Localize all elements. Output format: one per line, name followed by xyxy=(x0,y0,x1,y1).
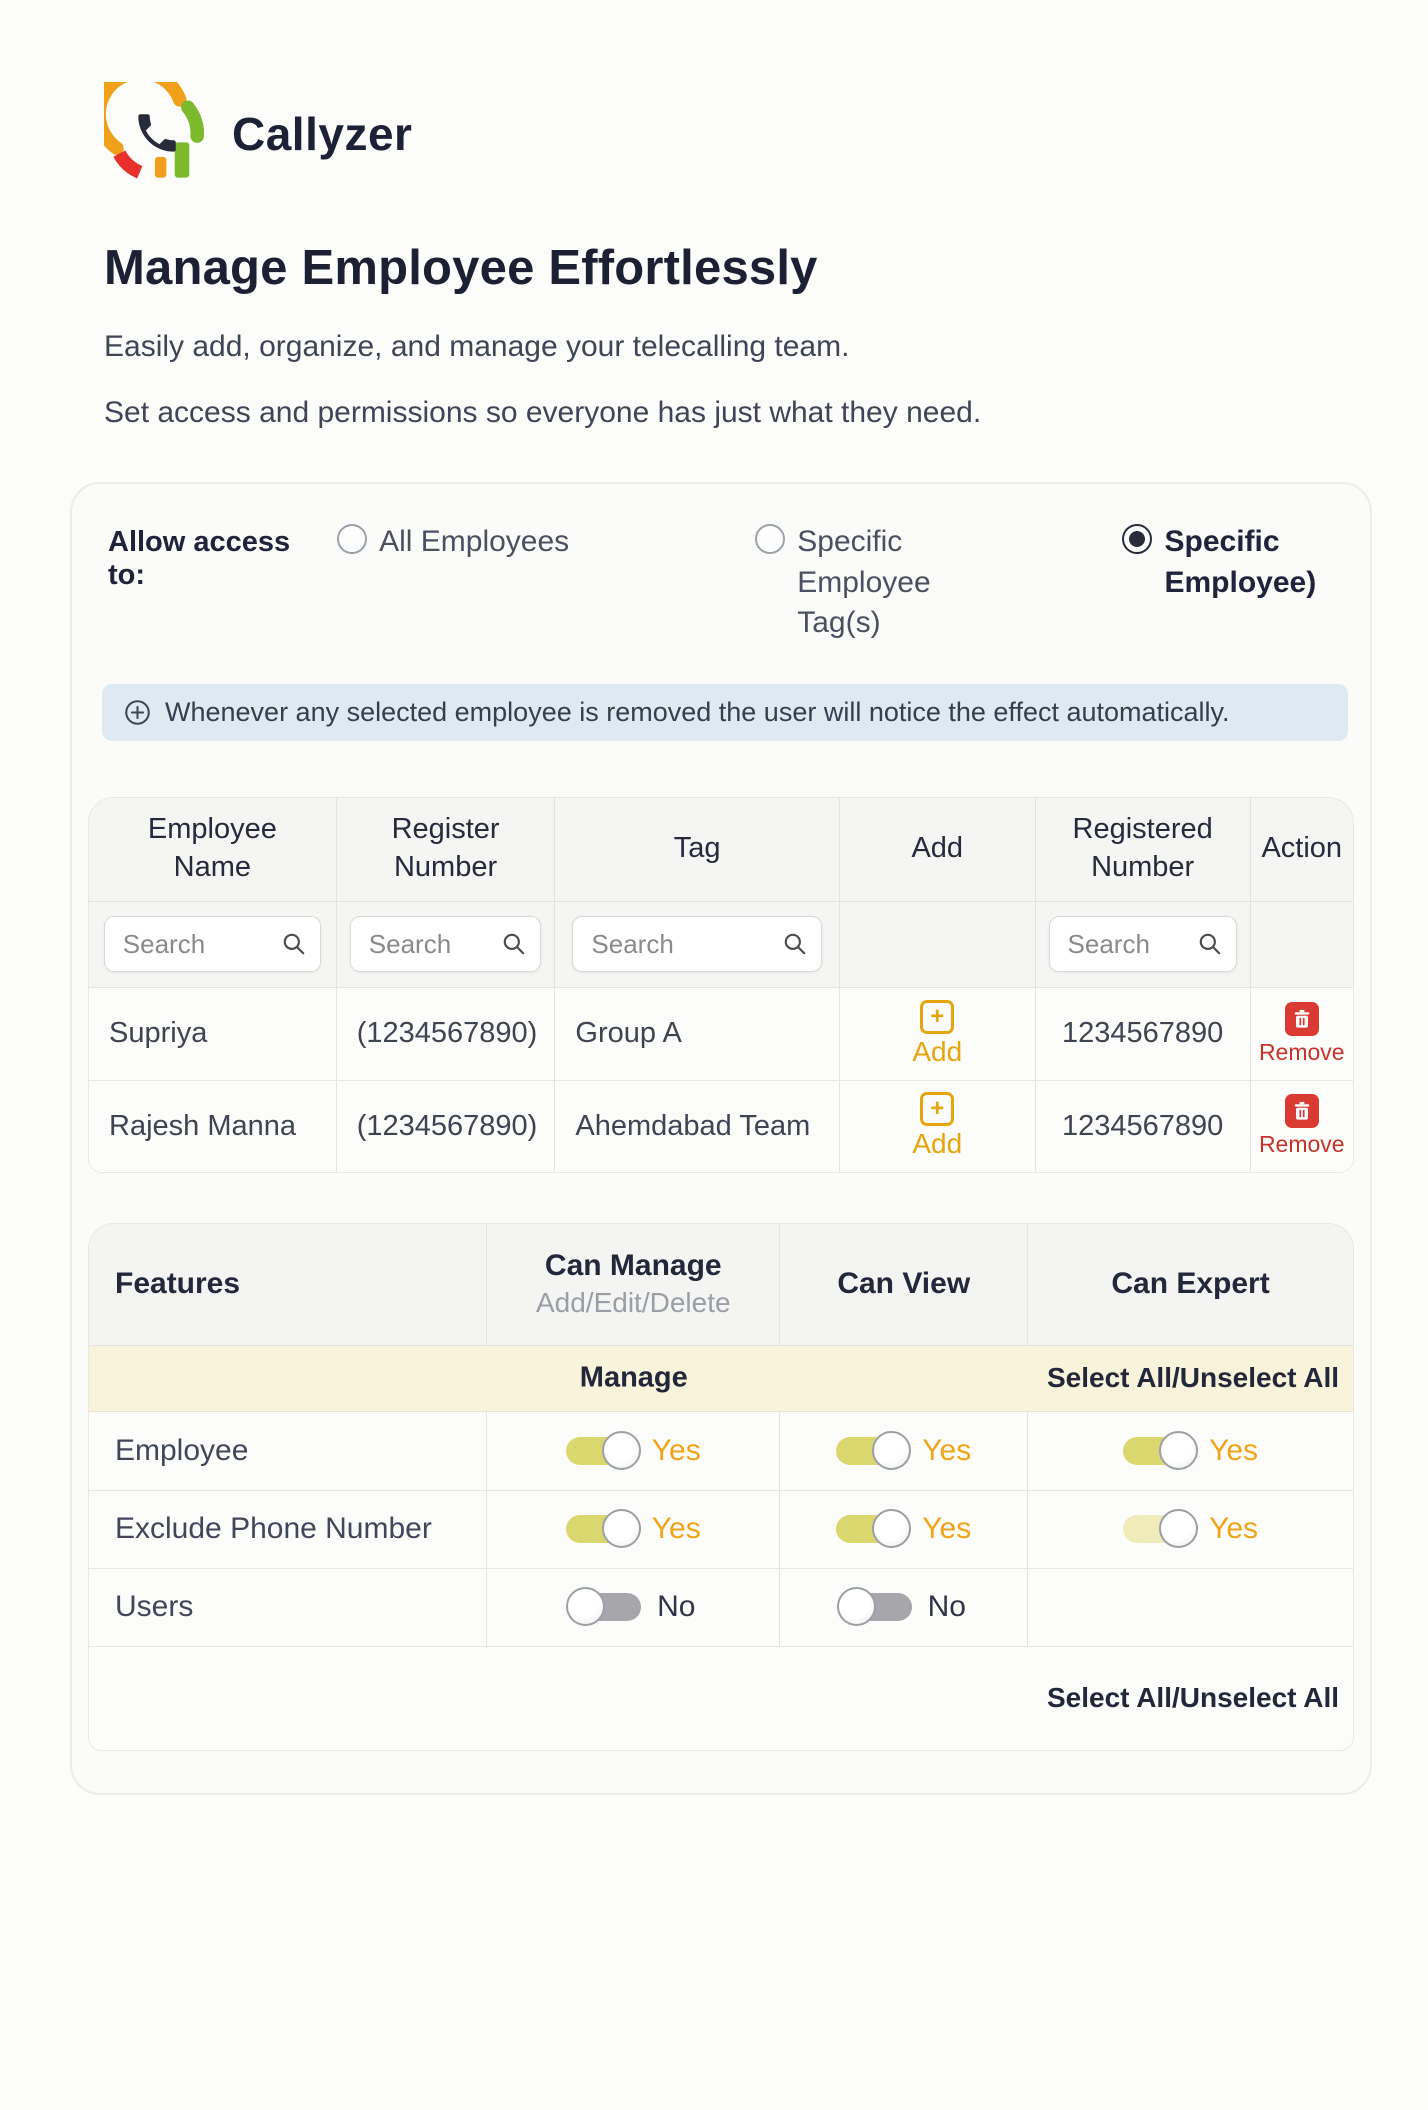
toggle-off-icon[interactable] xyxy=(842,1593,912,1621)
plus-square-icon xyxy=(920,1092,954,1126)
tag-cell: Ahemdabad Team xyxy=(555,1081,839,1172)
employee-row xyxy=(89,1080,1353,1172)
add-button[interactable] xyxy=(912,1092,962,1160)
add-button-label: Add xyxy=(912,1035,963,1067)
radio-all-employees[interactable] xyxy=(337,522,655,563)
column-header-action: Action xyxy=(1261,832,1343,865)
register-number-cell: (1234567890) xyxy=(337,1081,556,1172)
toggle-can-expert[interactable] xyxy=(1123,1512,1258,1546)
callyzer-logo-icon xyxy=(104,82,208,186)
toggle-on-icon[interactable] xyxy=(836,1437,906,1465)
features-table-header xyxy=(89,1224,1353,1346)
column-header-employee-name: Employee Name xyxy=(89,798,337,901)
manage-label: Manage xyxy=(579,1361,688,1394)
plus-square-icon xyxy=(920,1000,954,1034)
toggle-on-icon[interactable] xyxy=(566,1515,636,1543)
toggle-label: Yes xyxy=(922,1433,972,1467)
employee-table xyxy=(88,797,1354,1173)
toggle-on-icon[interactable] xyxy=(836,1515,906,1543)
remove-button-label: Remove xyxy=(1258,1038,1345,1065)
column-header-can-view: Can View xyxy=(780,1224,1028,1345)
allow-access-row xyxy=(88,514,1354,644)
column-header-registered-number: Registered Number xyxy=(1036,798,1251,901)
search-icon xyxy=(782,931,808,957)
search-icon xyxy=(281,931,307,957)
feature-name: Users xyxy=(89,1569,487,1646)
column-header-can-expert: Can Expert xyxy=(1111,1267,1270,1300)
add-button-label: Add xyxy=(912,1128,963,1159)
search-icon xyxy=(501,931,527,957)
info-banner xyxy=(102,684,1348,741)
subtitle-line-1: Easily add, organize, and manage your telecalling team. xyxy=(104,330,850,363)
column-header-tag: Tag xyxy=(555,798,839,901)
toggle-can-view[interactable] xyxy=(836,1434,971,1468)
toggle-can-manage[interactable] xyxy=(571,1590,695,1624)
features-table xyxy=(88,1223,1354,1751)
toggle-label: Yes xyxy=(651,1433,701,1467)
remove-button[interactable] xyxy=(1259,1094,1345,1158)
employee-table-search-row xyxy=(89,902,1353,988)
remove-button[interactable] xyxy=(1259,1002,1345,1066)
radio-specific-employee-tags[interactable] xyxy=(755,522,1044,644)
toggle-label: Yes xyxy=(1209,1512,1259,1545)
radio-selected-icon[interactable] xyxy=(1122,524,1152,554)
toggle-can-view[interactable] xyxy=(842,1590,966,1624)
feature-row xyxy=(89,1490,1353,1568)
radio-label: Specific Employee) xyxy=(1164,525,1317,599)
callyzer-logo xyxy=(104,82,1428,186)
circled-plus-icon xyxy=(124,699,151,726)
registered-number-cell: 1234567890 xyxy=(1036,988,1251,1080)
brand-name: Callyzer xyxy=(232,108,413,160)
column-header-features: Features xyxy=(89,1224,487,1345)
toggle-on-icon[interactable] xyxy=(1123,1515,1193,1543)
toggle-label: Yes xyxy=(1209,1433,1259,1467)
add-button[interactable] xyxy=(912,1000,962,1068)
select-all-link[interactable]: Select All/Unselect All xyxy=(1046,1682,1339,1713)
radio-specific-employee[interactable] xyxy=(1122,522,1350,603)
page xyxy=(0,82,1428,1795)
trash-icon xyxy=(1285,1094,1319,1128)
toggle-can-manage[interactable] xyxy=(566,1434,701,1468)
toggle-label: Yes xyxy=(651,1512,701,1545)
feature-row xyxy=(89,1568,1353,1646)
features-subheader-row xyxy=(89,1346,1353,1412)
subtitle-line-2: Set access and permissions so everyone has just what they need. xyxy=(104,396,982,429)
toggle-can-expert[interactable] xyxy=(1123,1434,1258,1468)
column-header-register-number: Register Number xyxy=(337,798,556,901)
employee-row xyxy=(89,988,1353,1080)
feature-row xyxy=(89,1412,1353,1490)
radio-label: All Employees xyxy=(379,525,570,558)
toggle-label: Yes xyxy=(922,1512,972,1545)
toggle-label: No xyxy=(657,1590,696,1623)
employee-name-cell: Supriya xyxy=(89,988,337,1080)
registered-number-cell: 1234567890 xyxy=(1036,1081,1251,1172)
access-panel xyxy=(70,482,1372,1795)
employee-table-header xyxy=(89,798,1353,902)
info-banner-text: Whenever any selected employee is removed the user will notice the effect automatically. xyxy=(165,696,1230,727)
features-table-footer xyxy=(89,1646,1353,1750)
toggle-on-icon[interactable] xyxy=(1123,1437,1193,1465)
toggle-off-icon[interactable] xyxy=(571,1593,641,1621)
allow-access-label: Allow access to: xyxy=(108,526,291,591)
search-cell-empty xyxy=(840,902,1036,987)
toggle-label: No xyxy=(927,1590,966,1623)
search-icon xyxy=(1197,931,1223,957)
radio-label: Specific Employee Tag(s) xyxy=(797,525,931,639)
empty-cell xyxy=(1028,1569,1353,1646)
remove-button-label: Remove xyxy=(1258,1131,1345,1157)
feature-name: Employee xyxy=(89,1412,487,1490)
page-title: Manage Employee Effortlessly xyxy=(104,241,818,295)
trash-icon xyxy=(1285,1002,1319,1036)
register-number-cell: (1234567890) xyxy=(337,988,556,1080)
select-all-link[interactable]: Select All/Unselect All xyxy=(1046,1362,1339,1393)
radio-icon[interactable] xyxy=(755,524,785,554)
column-header-can-manage: Can Manage Add/Edit/Delete xyxy=(487,1224,780,1345)
toggle-can-manage[interactable] xyxy=(566,1512,701,1546)
can-manage-subtitle: Add/Edit/Delete xyxy=(535,1287,731,1318)
search-cell-empty xyxy=(1251,902,1353,987)
radio-icon[interactable] xyxy=(337,524,367,554)
toggle-can-view[interactable] xyxy=(836,1512,971,1546)
column-header-add: Add xyxy=(840,798,1036,901)
feature-name: Exclude Phone Number xyxy=(89,1491,487,1568)
employee-name-cell: Rajesh Manna xyxy=(89,1081,337,1172)
toggle-on-icon[interactable] xyxy=(566,1437,636,1465)
tag-cell: Group A xyxy=(555,988,839,1080)
